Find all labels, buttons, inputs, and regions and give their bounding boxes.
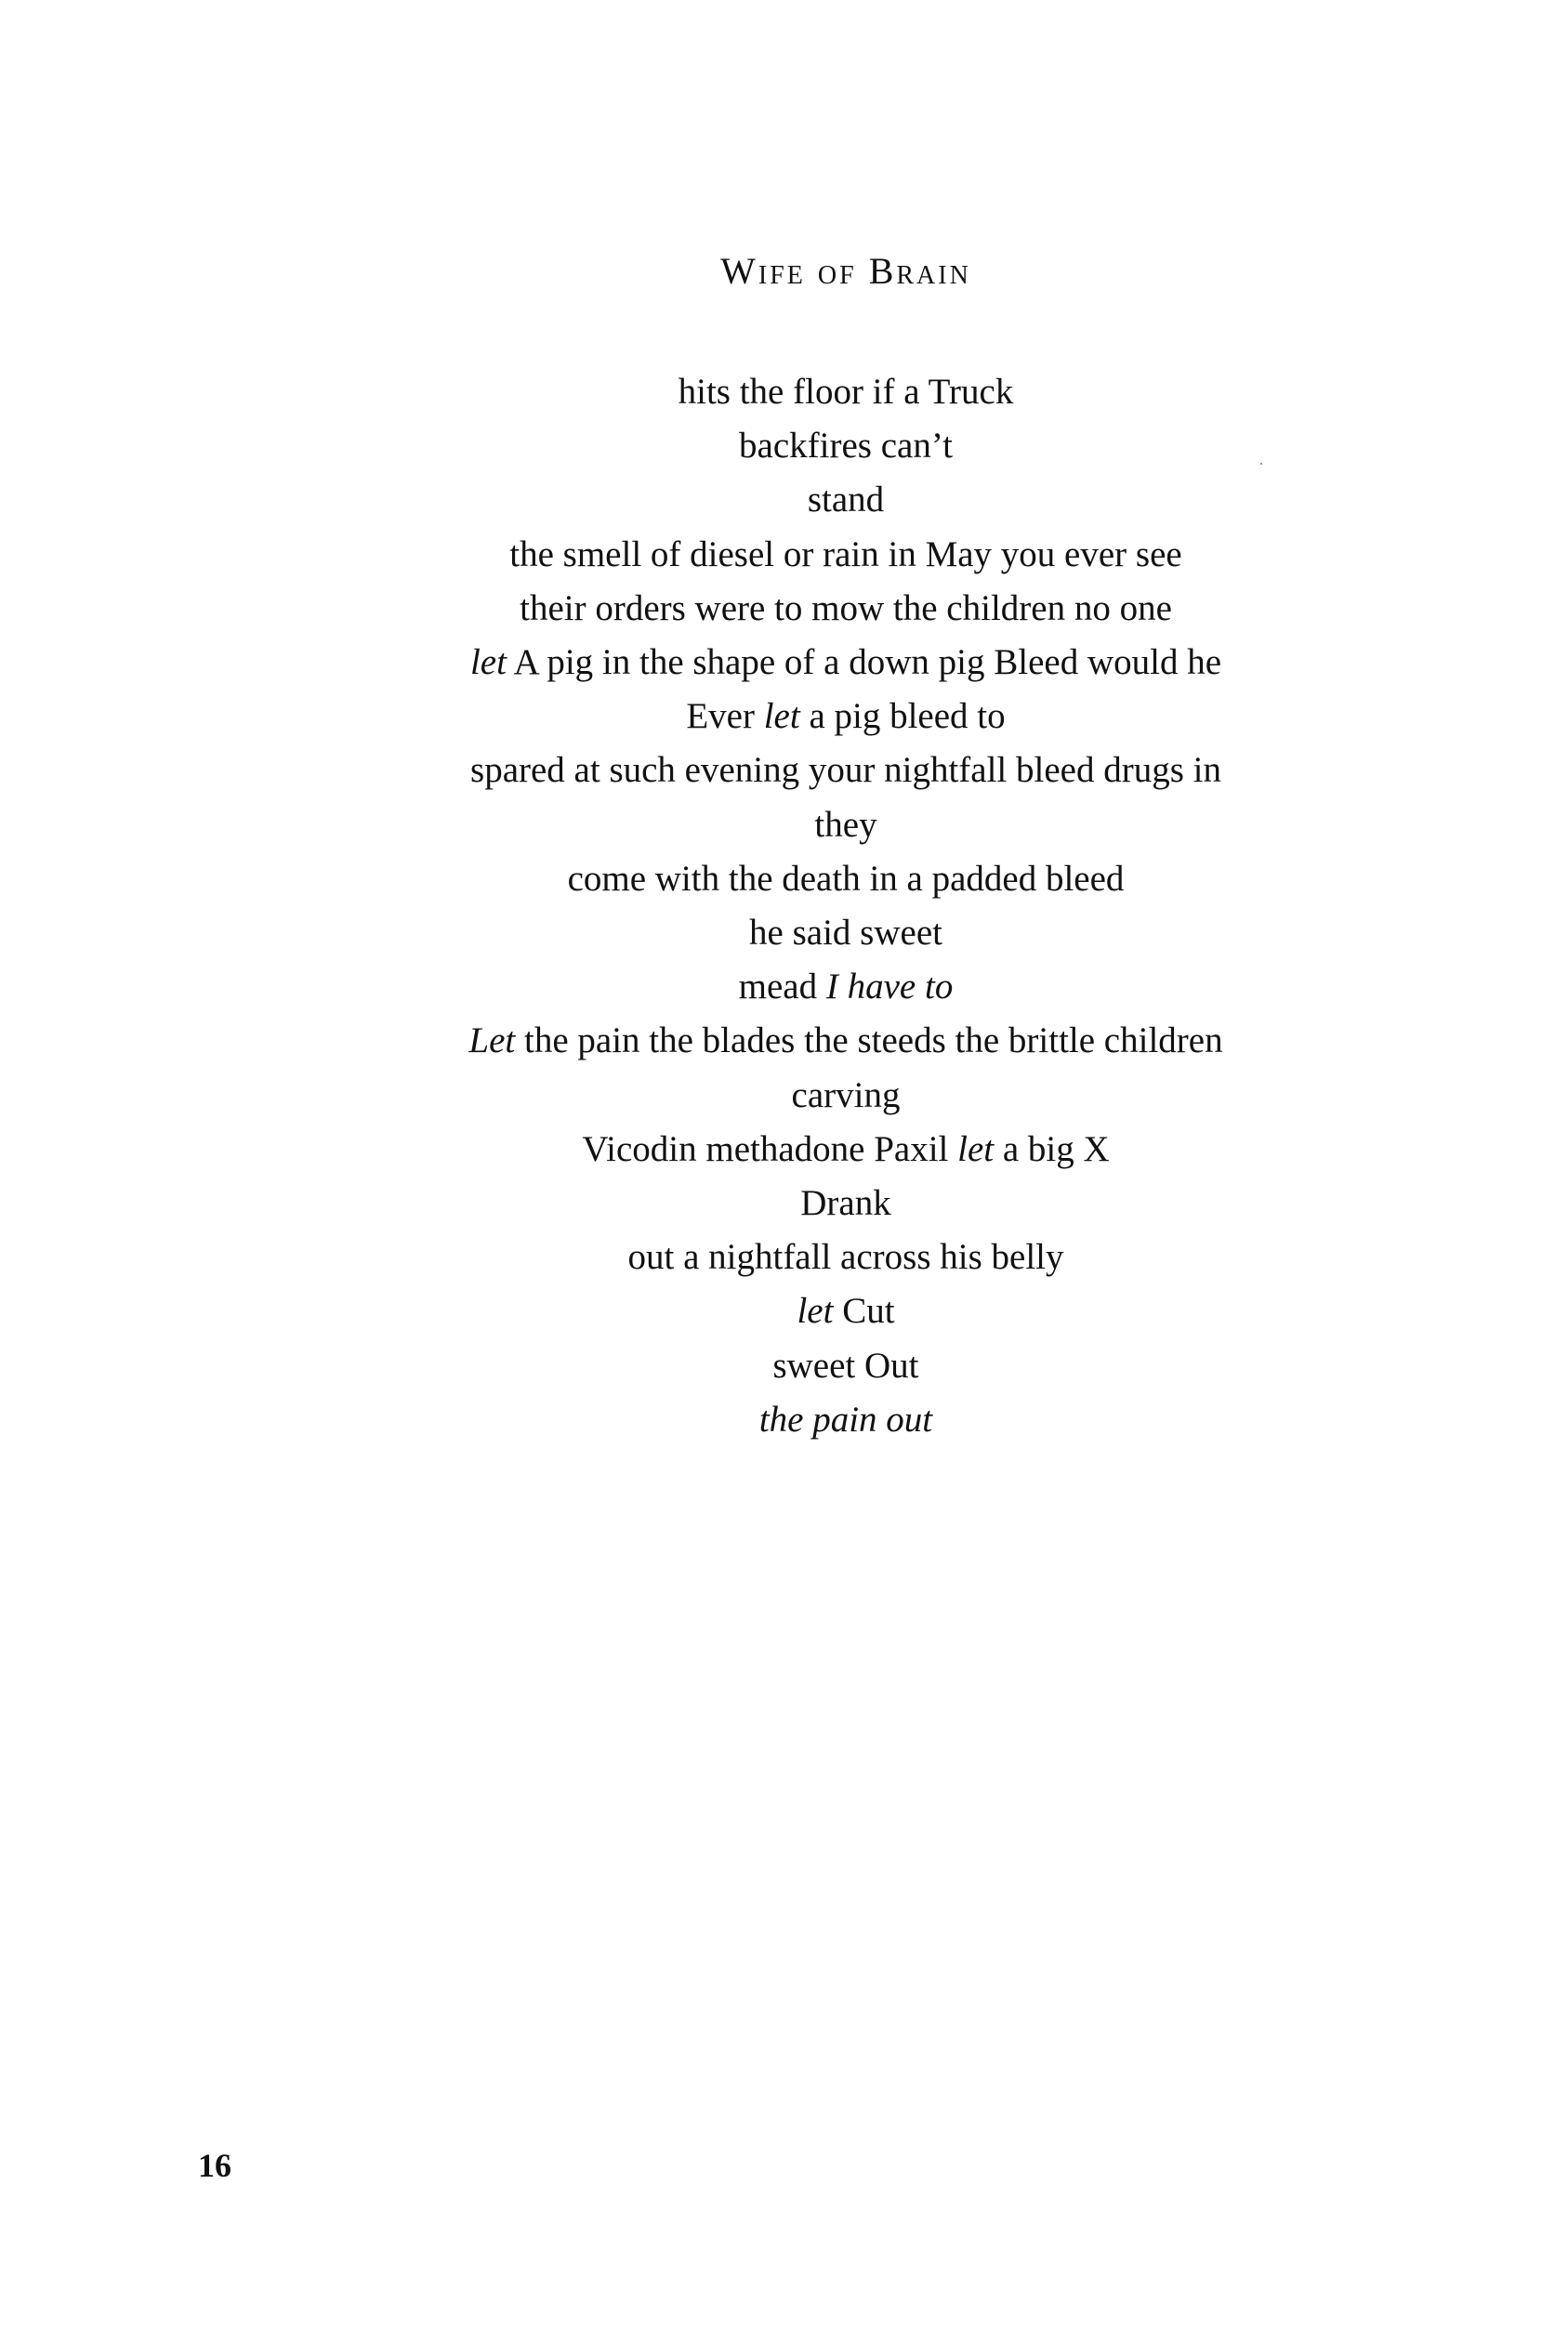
poem-line: [0, 960, 1568, 1014]
poem-text: Ever: [686, 696, 764, 737]
poem-text: their orders were to mow the children no one: [520, 587, 1172, 628]
poem-text: the pain the blades the steeds the brittle children: [515, 1020, 1223, 1061]
poem-body: [0, 365, 1568, 1447]
poem-line: [0, 1339, 1568, 1393]
poem-text: A pig in the shape of a down pig Bleed would he: [506, 642, 1222, 683]
poem-italic-text: I have to: [825, 967, 954, 1007]
poem-title: Wife of Brain: [720, 250, 971, 292]
poem-line: [0, 636, 1568, 690]
poem-line: [0, 1123, 1568, 1177]
poem-line: [0, 1230, 1568, 1284]
poem-line: [0, 419, 1568, 473]
poem-text: come with the death in a padded bleed: [567, 858, 1125, 899]
poem-text: stand: [807, 480, 885, 520]
poem-line: [0, 690, 1568, 743]
poem-text: a big X: [994, 1128, 1110, 1169]
poem-text: the smell of diesel or rain in May you ever see: [509, 533, 1182, 574]
poem-text: mead: [738, 967, 826, 1007]
poem-line: [0, 1177, 1568, 1230]
poem-line: [0, 798, 1568, 852]
poem-italic-text: the pain out: [758, 1399, 933, 1440]
poem-text: they: [814, 804, 877, 845]
poem-italic-text: let: [469, 642, 507, 683]
poem-text: Cut: [833, 1291, 895, 1332]
poem-line: [0, 1393, 1568, 1447]
poem-line: [0, 1069, 1568, 1123]
poem-italic-text: let: [797, 1291, 834, 1332]
poem-line: [0, 852, 1568, 906]
poem-line: [0, 528, 1568, 582]
poem-text: spared at such evening your nightfall bleed drugs in: [470, 750, 1221, 791]
poem-text: a pig bleed to: [799, 696, 1006, 737]
poem-line: [0, 473, 1568, 527]
poem-text: Vicodin methadone Paxil: [582, 1128, 958, 1169]
poem-text: carving: [791, 1074, 901, 1115]
poem-line: [0, 1014, 1568, 1068]
poem-text: backfires can’t: [739, 426, 953, 467]
poem-line: [0, 1284, 1568, 1338]
poem-italic-text: let: [763, 696, 800, 737]
poem-italic-text: let: [957, 1128, 995, 1169]
poem-text: sweet Out: [772, 1345, 919, 1386]
poem-text: hits the floor if a Truck: [678, 372, 1014, 412]
poem-line: [0, 743, 1568, 797]
poem-text: out a nightfall across his belly: [627, 1237, 1064, 1278]
poem-line: [0, 906, 1568, 960]
page-number: 16: [198, 2147, 231, 2184]
poem-text: he said sweet: [749, 913, 942, 954]
poem-italic-text: Let: [468, 1020, 516, 1061]
poem-line: [0, 582, 1568, 636]
poem-line: [0, 365, 1568, 419]
poem-text: Drank: [800, 1183, 891, 1224]
scan-speck: [1260, 463, 1262, 465]
